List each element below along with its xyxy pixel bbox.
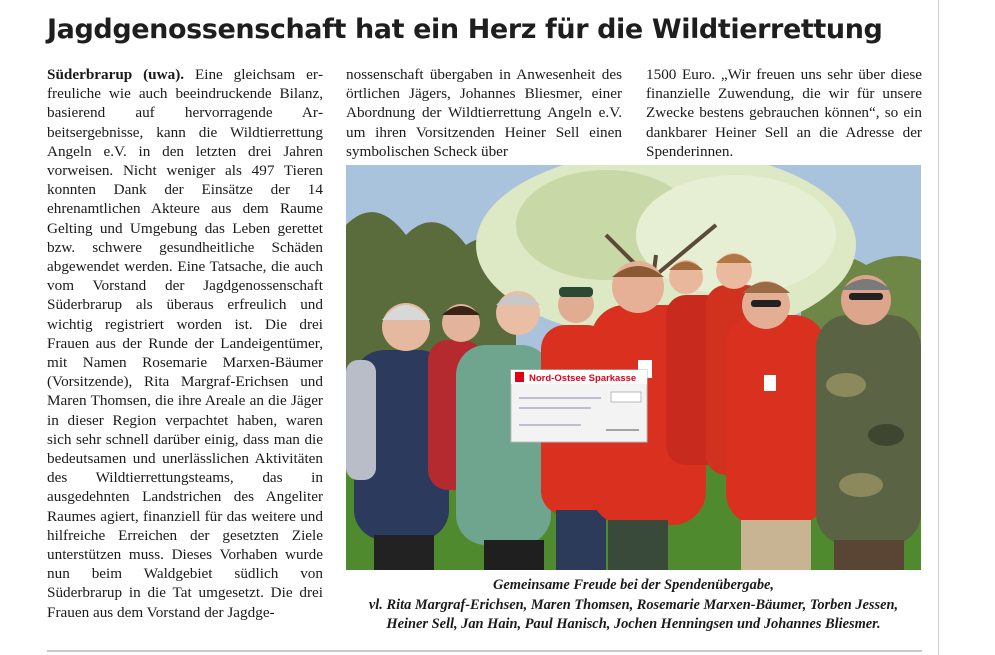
- caption-line-1: Gemeinsame Freude bei der Spendenübergabe,: [493, 577, 774, 593]
- cheque-bank-name: Nord-Ostsee Sparkasse: [529, 373, 637, 384]
- photo-caption: [346, 576, 921, 635]
- page-edge: [938, 0, 939, 655]
- article-column-3: [646, 65, 922, 161]
- column-3-text: 1500 Euro. „Wir freuen uns sehr über diese finanzielle Zuwendung, die wir für unsere Zwecke bestens gebrauchen können“, so ein dankbarer Heiner Sell an die Adresse der Spenderinnen.: [646, 66, 922, 160]
- cheque: [511, 370, 647, 442]
- dateline: Süderbrarup (uwa).: [47, 66, 185, 83]
- caption-line-3: Heiner Sell, Jan Hain, Paul Hanisch, Jochen Henningsen und Johannes Bliesmer.: [386, 616, 881, 632]
- column-1-text: Eine gleichsam erfreuliche wie auch beeindruckende Bilanz, basierend auf hervorragende Arbeitsergebnisse, kann die Wildtierrettung Angeln e.V. in den letzten drei Jahren vorweisen. Nicht weniger als 497 Tieren konnten Dank der Einsätze der 14 ehrenamtlichen Akteure aus dem Raume Gelting und Umgebung das Leben gerettet bzw. schwere gesundheitliche Schäden abgewendet werden. Eine Tatsache, die auch vom Vorstand der Jagdgenossenschaft Süderbrarup als überaus erfreulich und wichtig registriert worden ist. Die drei Frauen aus der Runde der Landeigentümer, mit Namen Rosemarie Marxen-Bäumer (Vorsitzende), Rita Margraf-Erichsen und Maren Thomsen, die ihre Areale an die Jäger in dieser Region verpachtet haben, waren sich sehr schnell darüber einig, dass man die bedeutsamen und unerlässlichen Aktivitäten des Wildtierrettungsteams, das in ausgedehnten Landstrichen des Angeliter Raumes agiert, finanziell für das weitere und hilfreiche Erreichen der gesetzten Ziele unterstützen muss. Dieses Vorhaben wurde nun beim Waldgebiet südlich von Süderbrarup in die Tat umgesetzt. Die drei Frauen aus dem Vorstand der Jagdge-: [47, 66, 323, 621]
- caption-line-2: vl. Rita Margraf-Erichsen, Maren Thomsen, Rosemarie Marxen-Bäumer, Torben Jessen,: [368, 596, 899, 613]
- headline: Jagdgenossenschaft hat ein Herz für die Wildtierrettung: [47, 14, 883, 45]
- bottom-rule: [47, 650, 922, 652]
- article-photo: [346, 165, 921, 570]
- photo-person-8: [726, 281, 826, 570]
- column-2-text: nossenschaft übergaben in Anwesenheit des örtlichen Jägers, Johannes Bliesmer, einer Abordnung der Wildtierrettung Angeln e.V. um ihren Vorsitzenden Heiner Sell einen symbolischen Scheck über: [346, 66, 622, 160]
- article-column-1: [47, 65, 323, 622]
- article-column-2: [346, 65, 622, 161]
